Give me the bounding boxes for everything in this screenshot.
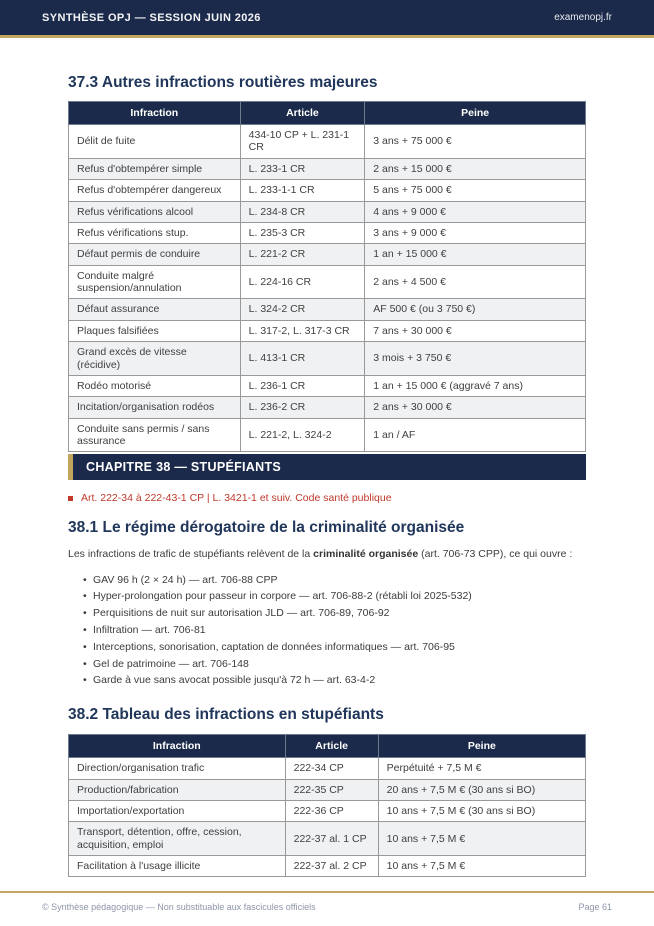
cell-article: 222-35 CP bbox=[285, 779, 378, 800]
footer-copyright: © Synthèse pédagogique — Non substituable aux fascicules officiels bbox=[42, 902, 316, 912]
table-header bbox=[69, 735, 586, 758]
red-square-bullet-icon bbox=[68, 496, 73, 501]
cell-peine: 1 an + 15 000 € (aggravé 7 ans) bbox=[365, 375, 586, 396]
cell-article: L. 324-2 CR bbox=[240, 299, 365, 320]
cell-peine: 20 ans + 7,5 M € (30 ans si BO) bbox=[378, 779, 585, 800]
table-row bbox=[69, 244, 586, 265]
cell-article: L. 221-2 CR bbox=[240, 244, 365, 265]
chapter-38-banner-label: CHAPITRE 38 — STUPÉFIANTS bbox=[86, 460, 282, 475]
cell-article: L. 317-2, L. 317-3 CR bbox=[240, 320, 365, 341]
cell-infraction: Conduite malgré suspension/annulation bbox=[69, 265, 241, 299]
header-site-link: examenopj.fr bbox=[554, 12, 612, 23]
cell-article: L. 413-1 CR bbox=[240, 342, 365, 376]
cell-peine: 3 mois + 3 750 € bbox=[365, 342, 586, 376]
cell-article: L. 233-1-1 CR bbox=[240, 180, 365, 201]
intro-text-prefix: Les infractions de trafic de stupéfiants relèvent de la bbox=[68, 548, 314, 561]
table-row bbox=[69, 265, 586, 299]
table-header-row bbox=[69, 735, 586, 758]
column-header-infraction: Infraction bbox=[69, 102, 241, 125]
cell-infraction: Refus vérifications alcool bbox=[69, 201, 241, 222]
cell-infraction: Facilitation à l'usage illicite bbox=[69, 856, 286, 877]
cell-infraction: Délit de fuite bbox=[69, 125, 241, 159]
cell-article: 222-34 CP bbox=[285, 758, 378, 779]
table-row bbox=[69, 779, 586, 800]
table-row bbox=[69, 822, 586, 856]
table-row bbox=[69, 299, 586, 320]
cell-peine: 7 ans + 30 000 € bbox=[365, 320, 586, 341]
cell-infraction: Défaut assurance bbox=[69, 299, 241, 320]
table-row bbox=[69, 320, 586, 341]
cell-infraction: Transport, détention, offre, cession, acquisition, emploi bbox=[69, 822, 286, 856]
cell-peine: Perpétuité + 7,5 M € bbox=[378, 758, 585, 779]
table-row bbox=[69, 758, 586, 779]
cell-infraction: Plaques falsifiées bbox=[69, 320, 241, 341]
column-header-article: Article bbox=[240, 102, 365, 125]
cell-peine: 5 ans + 75 000 € bbox=[365, 180, 586, 201]
bullet-item: • Perquisitions de nuit sur autorisation JLD — art. 706-89, 706-92 bbox=[83, 605, 586, 622]
bullet-item: • Interceptions, sonorisation, captation de données informatiques — art. 706-95 bbox=[83, 639, 586, 656]
cell-infraction: Rodéo motorisé bbox=[69, 375, 241, 396]
cell-article: L. 235-3 CR bbox=[240, 222, 365, 243]
cell-peine: 10 ans + 7,5 M € (30 ans si BO) bbox=[378, 800, 585, 821]
column-header-peine: Peine bbox=[378, 735, 585, 758]
legal-reference bbox=[68, 492, 586, 504]
cell-article: L. 233-1 CR bbox=[240, 158, 365, 179]
bullet-item: • Hyper-prolongation pour passeur in corpore — art. 706-88-2 (rétabli loi 2025-532) bbox=[83, 588, 586, 605]
table-row bbox=[69, 125, 586, 159]
table-row bbox=[69, 158, 586, 179]
cell-infraction: Incitation/organisation rodéos bbox=[69, 397, 241, 418]
cell-peine: 3 ans + 9 000 € bbox=[365, 222, 586, 243]
table-row bbox=[69, 856, 586, 877]
cell-peine: 1 an / AF bbox=[365, 418, 586, 452]
cell-article: L. 236-1 CR bbox=[240, 375, 365, 396]
section-heading-38-2: 38.2 Tableau des infractions en stupéfiants bbox=[68, 706, 384, 724]
cell-peine: 1 an + 15 000 € bbox=[365, 244, 586, 265]
header-bar bbox=[0, 0, 654, 38]
cell-peine: 2 ans + 30 000 € bbox=[365, 397, 586, 418]
table-row bbox=[69, 418, 586, 452]
header-title: SYNTHÈSE OPJ — SESSION JUIN 2026 bbox=[42, 11, 261, 24]
cell-infraction: Refus vérifications stup. bbox=[69, 222, 241, 243]
bullet-item: • Gel de patrimoine — art. 706-148 bbox=[83, 656, 586, 673]
cell-infraction: Défaut permis de conduire bbox=[69, 244, 241, 265]
cell-article: 222-37 al. 2 CP bbox=[285, 856, 378, 877]
table-row bbox=[69, 800, 586, 821]
cell-peine: 2 ans + 15 000 € bbox=[365, 158, 586, 179]
table-row bbox=[69, 342, 586, 376]
cell-article: 434-10 CP + L. 231-1 CR bbox=[240, 125, 365, 159]
section-heading-37-3: 37.3 Autres infractions routières majeures bbox=[68, 74, 378, 91]
cell-article: L. 234-8 CR bbox=[240, 201, 365, 222]
cell-article: L. 236-2 CR bbox=[240, 397, 365, 418]
cell-peine: 10 ans + 7,5 M € bbox=[378, 822, 585, 856]
cell-peine: 10 ans + 7,5 M € bbox=[378, 856, 585, 877]
chapter-38-banner bbox=[68, 454, 586, 480]
column-header-article: Article bbox=[285, 735, 378, 758]
intro-text-bold: criminalité organisée bbox=[313, 548, 419, 561]
intro-text-suffix: (art. 706-73 CPP), ce qui ouvre : bbox=[418, 548, 573, 561]
bullet-item: • Infiltration — art. 706-81 bbox=[83, 622, 586, 639]
cell-infraction: Production/fabrication bbox=[69, 779, 286, 800]
cell-peine: 2 ans + 4 500 € bbox=[365, 265, 586, 299]
cell-peine: AF 500 € (ou 3 750 €) bbox=[365, 299, 586, 320]
footer-page-number: Page 61 bbox=[578, 902, 612, 912]
cell-infraction: Grand excès de vitesse (récidive) bbox=[69, 342, 241, 376]
section-heading-38-1: 38.1 Le régime dérogatoire de la criminalité organisée bbox=[68, 519, 465, 537]
page-footer bbox=[0, 891, 654, 926]
infractions-routieres-table bbox=[68, 101, 586, 452]
cell-article: 222-36 CP bbox=[285, 800, 378, 821]
cell-infraction: Conduite sans permis / sans assurance bbox=[69, 418, 241, 452]
legal-reference-text: Art. 222-34 à 222-43-1 CP | L. 3421-1 et suiv. Code santé publique bbox=[81, 492, 392, 505]
column-header-peine: Peine bbox=[365, 102, 586, 125]
cell-infraction: Refus d'obtempérer simple bbox=[69, 158, 241, 179]
cell-infraction: Refus d'obtempérer dangereux bbox=[69, 180, 241, 201]
derogatory-regime-bullet-list bbox=[83, 572, 586, 690]
table-row bbox=[69, 201, 586, 222]
cell-article: 222-37 al. 1 CP bbox=[285, 822, 378, 856]
cell-infraction: Direction/organisation trafic bbox=[69, 758, 286, 779]
cell-article: L. 221-2, L. 324-2 bbox=[240, 418, 365, 452]
table-row bbox=[69, 222, 586, 243]
cell-infraction: Importation/exportation bbox=[69, 800, 286, 821]
table-row bbox=[69, 180, 586, 201]
cell-peine: 4 ans + 9 000 € bbox=[365, 201, 586, 222]
table-row bbox=[69, 375, 586, 396]
cell-peine: 3 ans + 75 000 € bbox=[365, 125, 586, 159]
page-content bbox=[0, 74, 654, 877]
table-header bbox=[69, 102, 586, 125]
bullet-item: • Garde à vue sans avocat possible jusqu'à 72 h — art. 63-4-2 bbox=[83, 672, 586, 689]
cell-article: L. 224-16 CR bbox=[240, 265, 365, 299]
table-header-row bbox=[69, 102, 586, 125]
table-row bbox=[69, 397, 586, 418]
column-header-infraction: Infraction bbox=[69, 735, 286, 758]
stupefiants-table bbox=[68, 734, 586, 877]
bullet-item: • GAV 96 h (2 × 24 h) — art. 706-88 CPP bbox=[83, 572, 586, 589]
intro-paragraph bbox=[68, 546, 586, 562]
